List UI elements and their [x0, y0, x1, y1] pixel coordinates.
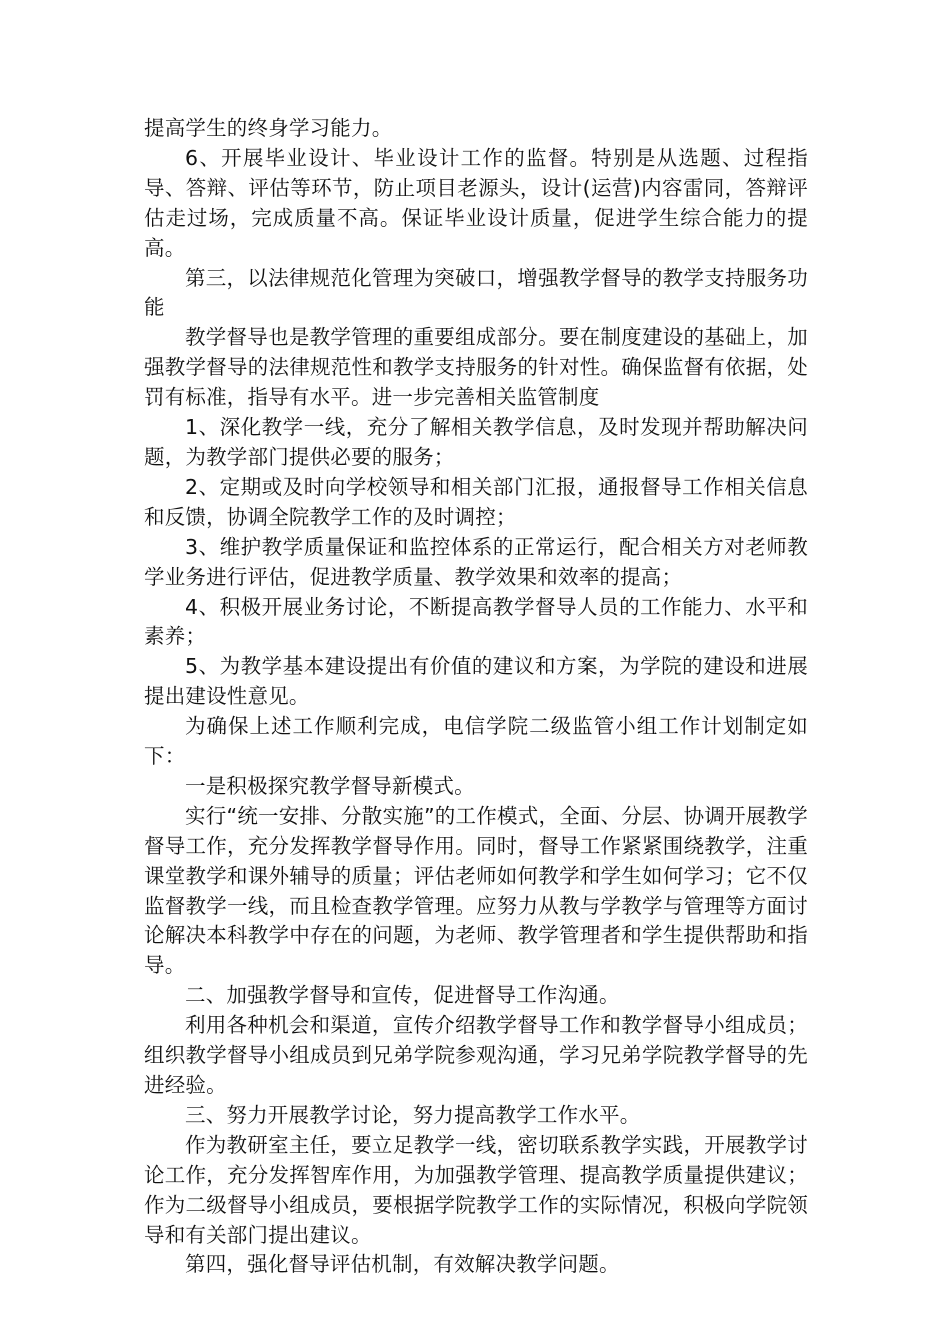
section-heading: 第三，以法律规范化管理为突破口，增强教学督导的教学支持服务功能: [144, 265, 808, 320]
paragraph: 教学督导也是教学管理的重要组成部分。要在制度建设的基础上，加强教学督导的法律规范性和教学支持服务的针对性。确保监督有依据，处罚有标准，指导有水平。进一步完善相关监管制度: [144, 325, 808, 410]
section-heading: 第四，强化督导评估机制，有效解决教学问题。: [185, 1252, 620, 1277]
paragraph: 为确保上述工作顺利完成，电信学院二级监管小组工作计划制定如下：: [144, 714, 808, 769]
document-body: [144, 114, 808, 1280]
paragraph: 实行“统一安排、分散实施”的工作模式，全面、分层、协调开展教学督导工作，充分发挥教学督导作用。同时，督导工作紧紧围绕教学，注重课堂教学和课外辅导的质量；评估老师如何教学和学生如何学习；它不仅监督教学一线，而且检查教学管理。应努力从教与学教学与管理等方面讨论解决本科教学中存在的问题，为老师、教学管理者和学生提供帮助和指导。: [144, 803, 808, 978]
paragraph: 利用各种机会和渠道，宣传介绍教学督导工作和教学督导小组成员；组织教学督导小组成员到兄弟学院参观沟通，学习兄弟学院教学督导的先进经验。: [144, 1013, 808, 1097]
paragraph: 提高学生的终身学习能力。: [144, 116, 393, 140]
paragraph: 6、开展毕业设计、毕业设计工作的监督。特别是从选题、过程指导、答辩、评估等环节，防止项目老源头，设计(运营)内容雷同，答辩评估走过场，完成质量不高。保证毕业设计质量，促进学生综合能力的提高。: [144, 145, 808, 260]
list-item: 2、定期或及时向学校领导和相关部门汇报，通报督导工作相关信息和反馈，协调全院教学工作的及时调控；: [144, 474, 808, 529]
paragraph: 作为教研室主任，要立足教学一线，密切联系教学实践，开展教学讨论工作，充分发挥智库作用，为加强教学管理、提高教学质量提供建议；作为二级督导小组成员，要根据学院教学工作的实际情况，积极向学院领导和有关部门提出建议。: [144, 1132, 808, 1247]
list-item: 3、维护教学质量保证和监控体系的正常运行，配合相关方对老师教学业务进行评估，促进教学质量、教学效果和效率的提高；: [144, 534, 808, 589]
subsection-heading: 二、加强教学督导和宣传，促进督导工作沟通。: [185, 983, 620, 1008]
subsection-heading: 三、努力开展教学讨论，努力提高教学工作水平。: [185, 1102, 641, 1127]
subsection-heading: 一是积极探究教学督导新模式。: [185, 773, 475, 798]
list-item: 4、积极开展业务讨论，不断提高教学督导人员的工作能力、水平和素养；: [144, 594, 808, 649]
list-item: 5、为教学基本建设提出有价值的建议和方案，为学院的建设和进展提出建设性意见。: [144, 654, 808, 709]
list-item: 1、深化教学一线，充分了解相关教学信息，及时发现并帮助解决问题，为教学部门提供必要的服务；: [144, 415, 808, 469]
